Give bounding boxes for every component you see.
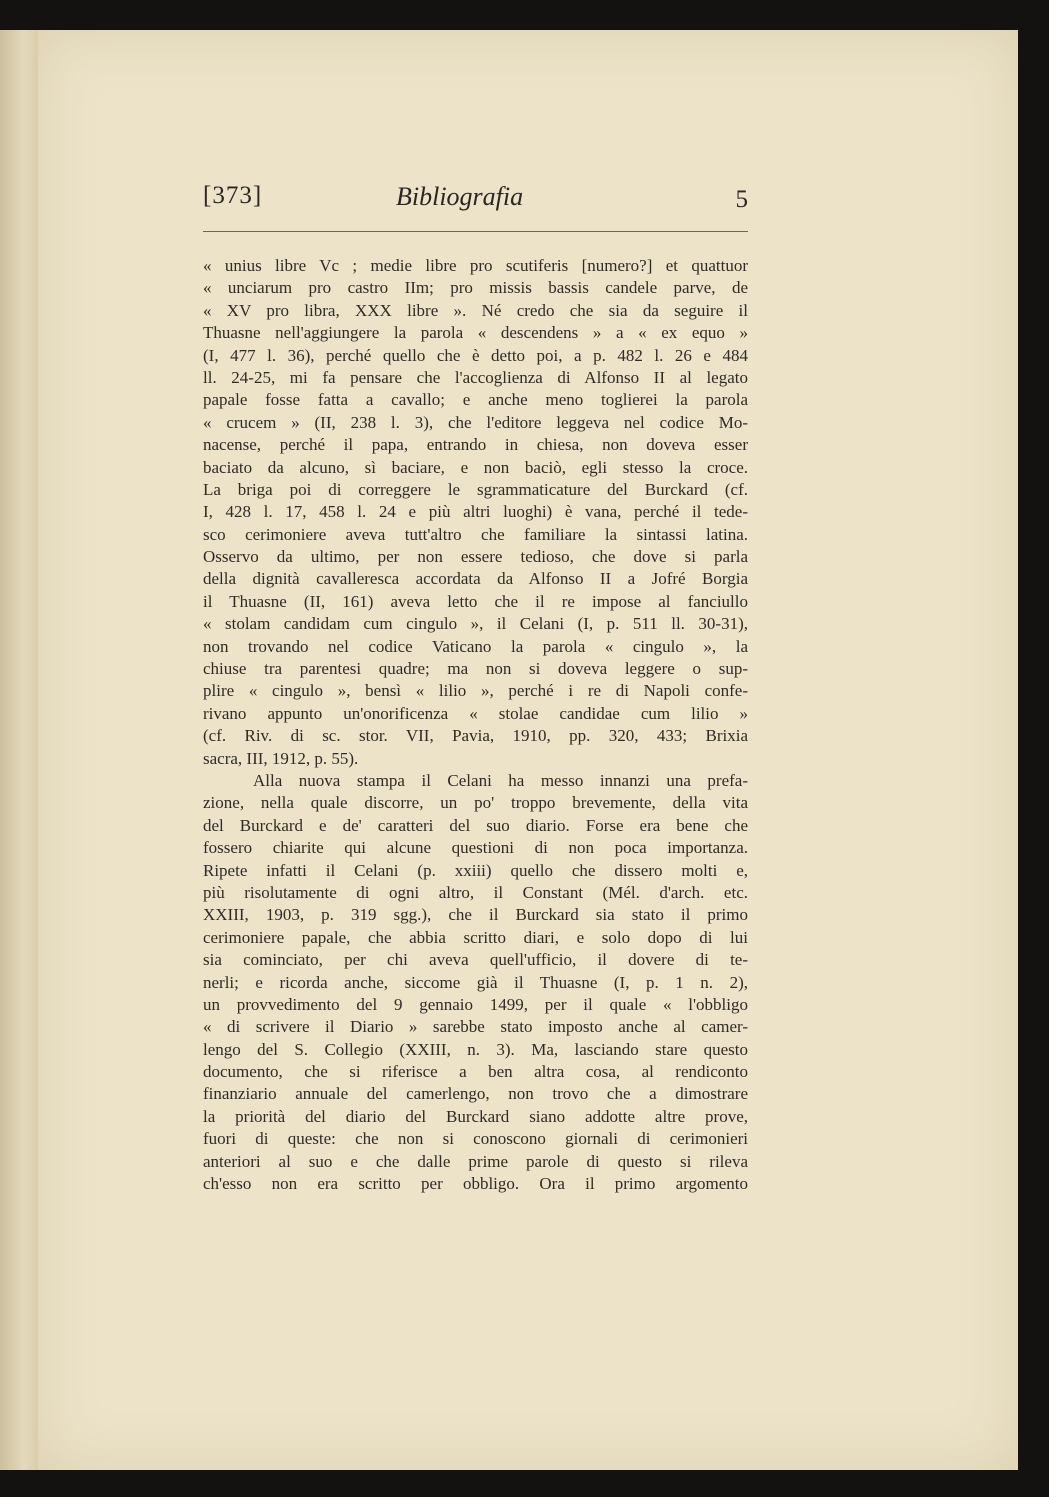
text-line: « XV pro libra, XXX libre ». Né credo che sia da seguire il [203,300,748,320]
text-line: non trovando nel codice Vaticano la parola « cingulo », la [203,636,748,656]
text-line: anteriori al suo e che dalle prime parole di questo si rileva [203,1151,748,1171]
text-line: del Burckard e de' caratteri del suo diario. Forse era bene che [203,815,748,835]
text-line: nerli; e ricorda anche, siccome già il Thuasne (I, p. 1 n. 2), [203,972,748,992]
text-line: ch'esso non era scritto per obbligo. Ora il primo argomento [203,1174,748,1194]
text-line: « crucem » (II, 238 l. 3), che l'editore leggeva nel codice Mo- [203,412,748,432]
running-title: Bibliografia [396,182,524,211]
text-line: il Thuasne (II, 161) aveva letto che il re impose al fanciullo [203,591,748,611]
text-line: Thuasne nell'aggiungere la parola « descendens » a « ex equo » [203,323,748,343]
text-line: sacra, III, 1912, p. 55). [203,748,359,768]
header-rule [203,231,748,232]
text-line: plire « cingulo », bensì « lilio », perché i re di Napoli confe- [203,681,748,701]
running-header [203,182,748,222]
text-line: sco cerimoniere aveva tutt'altro che familiare la sintassi latina. [203,524,748,544]
text-line: finanziario annuale del camerlengo, non trovo che a dimostrare [203,1084,748,1104]
text-line: baciato da alcuno, sì baciare, e non baciò, egli stesso la croce. [203,457,748,477]
text-line: (cf. Riv. di sc. stor. VII, Pavia, 1910, pp. 320, 433; Brixia [203,726,748,746]
text-line: nacense, perché il papa, entrando in chiesa, non doveva esser [203,435,748,455]
text-line: I, 428 l. 17, 458 l. 24 e più altri luoghi) è vana, perché il tede- [203,502,748,522]
text-line: « unciarum pro castro IIm; pro missis bassis candele parve, de [203,278,748,298]
text-line: « di scrivere il Diario » sarebbe stato imposto anche al camer- [203,1017,748,1037]
text-line: « stolam candidam cum cingulo », il Celani (I, p. 511 ll. 30-31), [203,614,748,634]
text-line: Alla nuova stampa il Celani ha messo innanzi una prefa- [253,770,748,790]
text-line: un provvedimento del 9 gennaio 1499, per il quale « l'obbligo [203,994,748,1014]
text-line: chiuse tra parentesi quadre; ma non si doveva leggere o sup- [203,659,748,679]
text-line: Osservo da ultimo, per non essere tedioso, che dove si parla [203,547,748,567]
previous-page-edge [0,30,40,1470]
page-number: 5 [735,186,748,213]
text-line: (I, 477 l. 36), perché quello che è detto poi, a p. 482 l. 26 e 484 [203,345,748,365]
text-line: zione, nella quale discorre, un po' troppo brevemente, della vita [203,793,748,813]
text-line: fuori di queste: che non si conoscono giornali di cerimonieri [203,1129,748,1149]
text-line: XXIII, 1903, p. 319 sgg.), che il Burckard sia stato il primo [203,905,748,925]
text-line: cerimoniere papale, che abbia scritto diari, e solo dopo di lui [203,927,748,947]
text-line: la priorità del diario del Burckard siano addotte altre prove, [203,1106,748,1126]
text-line: più risolutamente di ogni altro, il Constant (Mél. d'arch. etc. [203,882,748,902]
text-line: papale fosse fatta a cavallo; e anche meno toglierei la parola [203,390,748,410]
text-line: lengo del S. Collegio (XXIII, n. 3). Ma, lasciando stare questo [203,1039,748,1059]
text-line: della dignità cavalleresca accordata da Alfonso II a Jofré Borgia [203,569,748,589]
text-line: « unius libre Vc ; medie libre pro scutiferis [numero?] et quattuor [203,256,748,275]
text-line: documento, che si riferisce a ben altra cosa, al rendiconto [203,1062,748,1082]
text-line: Ripete infatti il Celani (p. xxiii) quello che dissero molti e, [203,860,748,880]
text-line: rivano appunto un'onorificenza « stolae candidae cum lilio » [203,703,748,723]
page-reference: [373] [203,182,263,209]
text-line: sia cominciato, per chi aveva quell'ufficio, il dovere di te- [203,950,748,970]
body-text [203,255,748,1195]
text-line: fossero chiarite qui alcune questioni di non poca importanza. [203,838,748,858]
text-line: ll. 24-25, mi fa pensare che l'accoglienza di Alfonso II al legato [203,367,748,387]
text-line: La briga poi di correggere le sgrammaticature del Burckard (cf. [203,479,748,499]
